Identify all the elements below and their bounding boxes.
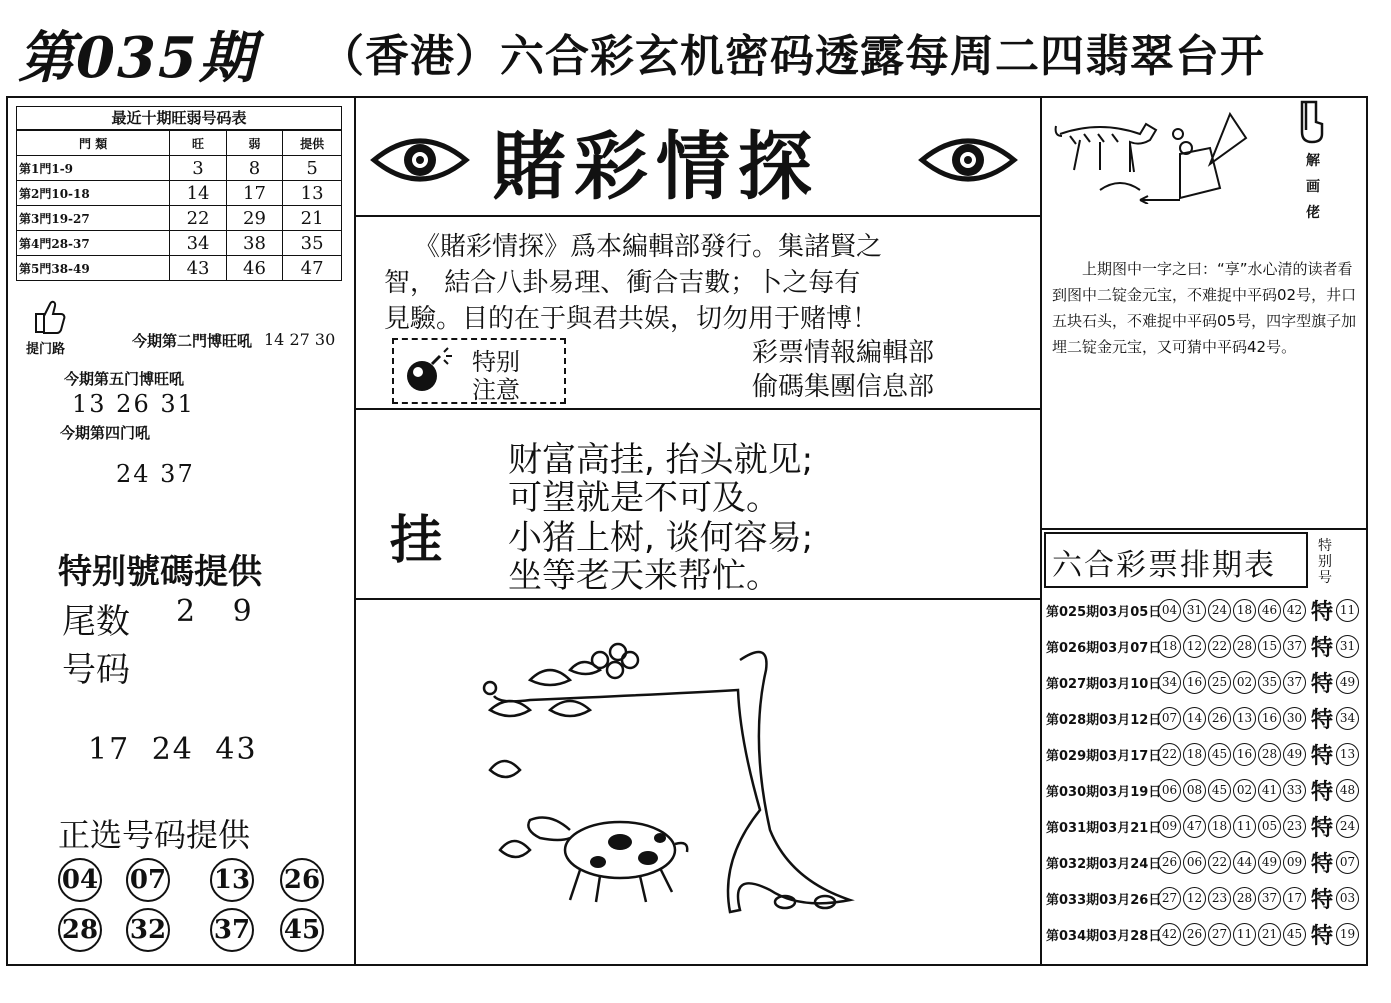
divider-mid-2 [354, 408, 1042, 410]
table-header: 提供 [283, 131, 342, 156]
eye-icon [370, 128, 470, 192]
poem-line: 坐等老天来帮忙。 [508, 556, 780, 596]
line2-nums: 13 26 31 [72, 390, 195, 418]
main-heading: 賭彩情探 [492, 124, 820, 210]
schedule-row: 第032期03月24日 26 06 22 44 49 09 特 07 [1046, 844, 1366, 880]
table-row: 第4門28-37 34 38 35 [17, 231, 342, 256]
table-row: 第1門1-9 3 8 5 [17, 156, 342, 181]
main-number: 07 [126, 858, 170, 902]
table-caption: 最近十期旺弱号码表 [16, 106, 342, 130]
code-nums: 17 24 43 [88, 732, 258, 767]
table-header: 旺 [170, 131, 226, 156]
divider-right-1 [1040, 528, 1368, 530]
schedule-row: 第026期03月07日 18 12 22 28 15 37 特 31 [1046, 628, 1366, 664]
intro-line: 《賭彩情探》爲本編輯部發行。集諸賢之 [414, 232, 883, 262]
main-number: 13 [210, 858, 254, 902]
main-number: 28 [58, 908, 102, 952]
table-row: 第2門10-18 14 17 13 [17, 181, 342, 206]
jie-label: 解画佬 [1306, 153, 1320, 221]
riddle-picture [1050, 104, 1250, 204]
schedule-row: 第031期03月21日 09 47 18 11 05 23 特 24 [1046, 808, 1366, 844]
special-col-label: 特别号 [1318, 538, 1332, 586]
dept-line: 彩票情報編輯部 [752, 338, 935, 368]
divider-right [1040, 96, 1042, 966]
main-number: 04 [58, 858, 102, 902]
pointing-hand-icon [1296, 98, 1330, 146]
main-number: 37 [210, 908, 254, 952]
schedule-row: 第027期03月10日 34 16 25 02 35 37 特 49 [1046, 664, 1366, 700]
intro-line: 智， 結合八卦易理、衝合吉數；卜之每有 [384, 268, 861, 298]
poem-line: 可望就是不可及。 [508, 478, 780, 518]
schedule-list [1046, 592, 1366, 952]
schedule-row: 第025期03月05日 04 31 24 18 46 42 特 11 [1046, 592, 1366, 628]
hot-weak-table [16, 106, 342, 281]
dept-line: 偷碼集團信息部 [752, 372, 935, 402]
line1-nums: 14 27 30 [264, 330, 336, 349]
tree-pig-illustration [470, 630, 890, 930]
line1-label: 今期第二門博旺吼 [132, 332, 253, 350]
main-number: 32 [126, 908, 170, 952]
table-row: 第5門38-49 43 46 47 [17, 256, 342, 281]
divider-left [354, 96, 356, 966]
main-number: 45 [280, 908, 324, 952]
special-title: 特别號碼提供 [58, 552, 262, 592]
notice-line2: 注意 [472, 376, 520, 404]
intro-line: 見驗。目的在于與君共娱，切勿用于赌博！ [384, 304, 879, 334]
notice-line1: 特别 [472, 348, 520, 376]
schedule-title: 六合彩票排期表 [1052, 548, 1276, 583]
main-title: 正选号码提供 [58, 816, 251, 854]
table-header: 弱 [226, 131, 282, 156]
gua-character: 挂 [390, 510, 443, 571]
divider-mid-3 [354, 598, 1042, 600]
table-row: 第3門19-27 22 29 21 [17, 206, 342, 231]
page-title: （香港）六合彩玄机密码透露每周二四翡翠台开 [320, 31, 1265, 82]
divider-mid-1 [354, 215, 1042, 217]
hint-label: 提门路 [26, 342, 66, 357]
line3-nums: 24 37 [116, 460, 195, 488]
bomb-icon [400, 346, 456, 396]
schedule-row: 第030期03月19日 06 08 45 02 41 33 特 48 [1046, 772, 1366, 808]
riddle-text: 上期图中一字之曰：“享”水心清的读者看到图中二锭金元宝，不难捉中平码02号，井口五块石头，不难捉中平码05号，四字型旗子加埋二锭金元宝，又可猜中平码42号。 [1052, 260, 1357, 356]
line3-label: 今期第四门吼 [60, 424, 151, 442]
thumbs-up-icon [30, 296, 66, 336]
schedule-row: 第028期03月12日 07 14 26 13 16 30 特 34 [1046, 700, 1366, 736]
main-number: 26 [280, 858, 324, 902]
schedule-row: 第034期03月28日 42 26 27 11 21 45 特 19 [1046, 916, 1366, 952]
poem-line: 小猪上树, 谈何容易; [508, 518, 814, 558]
tail-nums: 2 9 [176, 594, 254, 629]
schedule-row: 第033期03月26日 27 12 23 28 37 17 特 03 [1046, 880, 1366, 916]
code-label: 号码 [62, 650, 130, 690]
eye-icon [918, 128, 1018, 192]
tail-label: 尾数 [62, 602, 130, 642]
schedule-row: 第029期03月17日 22 18 45 16 28 49 特 13 [1046, 736, 1366, 772]
table-header: 門 類 [17, 131, 170, 156]
issue-number: 第035期 [18, 25, 257, 91]
line2-label: 今期第五门博旺吼 [64, 370, 185, 388]
poem-line: 财富高挂, 抬头就见; [508, 440, 814, 480]
